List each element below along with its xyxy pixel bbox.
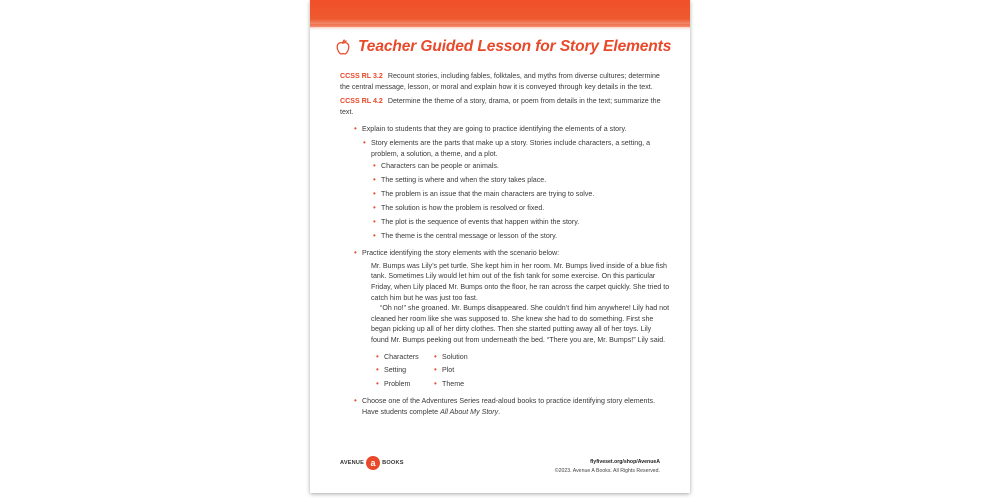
page-title: Teacher Guided Lesson for Story Elements xyxy=(358,38,672,55)
footer-info xyxy=(555,458,660,476)
step-text: Practice identifying the story elements with the scenario below: xyxy=(362,249,560,258)
worksheet-page xyxy=(310,0,690,493)
step-text: Explain to students that they are going to practice identifying the elements of a story. xyxy=(362,125,627,134)
lesson-steps xyxy=(340,124,670,417)
list-item: • The plot is the sequence of events that happen within the story. xyxy=(381,217,670,228)
standard-code: CCSS RL 4.2 xyxy=(340,97,383,106)
step-practice xyxy=(362,248,670,389)
list-item: • Characters can be people or animals. xyxy=(381,161,670,172)
standard-code: CCSS RL 3.2 xyxy=(340,72,383,80)
standard-rl-4-2 xyxy=(340,96,670,117)
scenario-passage xyxy=(362,261,670,346)
header-banner xyxy=(310,0,690,27)
avenue-a-books-logo xyxy=(340,455,404,471)
list-item: • The problem is an issue that the main characters are trying to solve. xyxy=(381,189,670,200)
standard-text: Determine the theme of a story, drama, or poem from details in the text; summarize the text. xyxy=(340,97,661,116)
copyright: ©2023. Avenue A Books. All Rights Reserved. xyxy=(554,468,660,474)
checklist-item: • Solution xyxy=(442,352,502,363)
step-text: Story elements are the parts that make up a story. Stories include characters, a setting, a problem, a solution, a theme, and a plot. xyxy=(371,138,651,158)
lesson-content xyxy=(340,71,670,418)
worksheet-title: All About My Story xyxy=(440,407,499,416)
element-definitions xyxy=(371,161,670,241)
step-choose-book xyxy=(362,396,670,417)
step-explain xyxy=(362,124,670,241)
footer-url[interactable]: flyfiveset.org/shop/AvenueA xyxy=(590,459,660,465)
logo-mark: a xyxy=(366,456,380,470)
list-item: • The setting is where and when the story takes place. xyxy=(381,175,670,186)
step-text: Choose one of the Adventures Series read-aloud books to practice identifying story elements. Have students complete xyxy=(362,397,655,416)
list-item: • The solution is how the problem is resolved or fixed. xyxy=(381,203,670,214)
checklist-item: • Setting xyxy=(384,365,442,376)
step-text-end: . xyxy=(498,407,501,416)
standard-rl-3-2 xyxy=(340,71,670,92)
checklist-item: • Problem xyxy=(384,379,442,390)
checklist-item: • Characters xyxy=(384,352,442,363)
checklist-item: • Plot xyxy=(442,365,502,376)
sub-steps xyxy=(362,138,670,241)
logo-text-left: AVENUE xyxy=(340,460,365,466)
scenario-paragraph: Mr. Bumps was Lily’s pet turtle. She kept him in her room. Mr. Bumps lived inside of a blue fish tank. Sometimes Lily would let him out of the fish tank for some exercise. On this particular Friday, when Lily placed Mr. Bumps onto the floor, he ran across the carpet quickly. She tried to catch him but he was just too fast. xyxy=(371,261,670,302)
story-elements-definition xyxy=(371,138,670,241)
checklist-item: • Theme xyxy=(442,379,502,390)
list-item: • The theme is the central message or lesson of the story. xyxy=(381,231,670,242)
scenario-paragraph: “Oh no!” she groaned. Mr. Bumps disappeared. She couldn’t find him anywhere! Lily had not cleaned her room like she was supposed to. She knew she had to do something. First she began picking up all of her dirty clothes. Then she started putting away all of her toys. Lily found Mr. Bumps peeking out from underneath the bed. “There you are, Mr. Bumps!” Lily said. xyxy=(371,304,670,344)
logo-text-right: BOOKS xyxy=(382,460,404,466)
standard-text: Recount stories, including fables, folktales, and myths from diverse cultures; determine the central message, lesson, or moral and explain how it is conveyed through key details in the text. xyxy=(340,72,660,91)
element-checklist xyxy=(362,352,670,390)
apple-icon xyxy=(336,39,350,55)
title-row xyxy=(336,37,671,57)
